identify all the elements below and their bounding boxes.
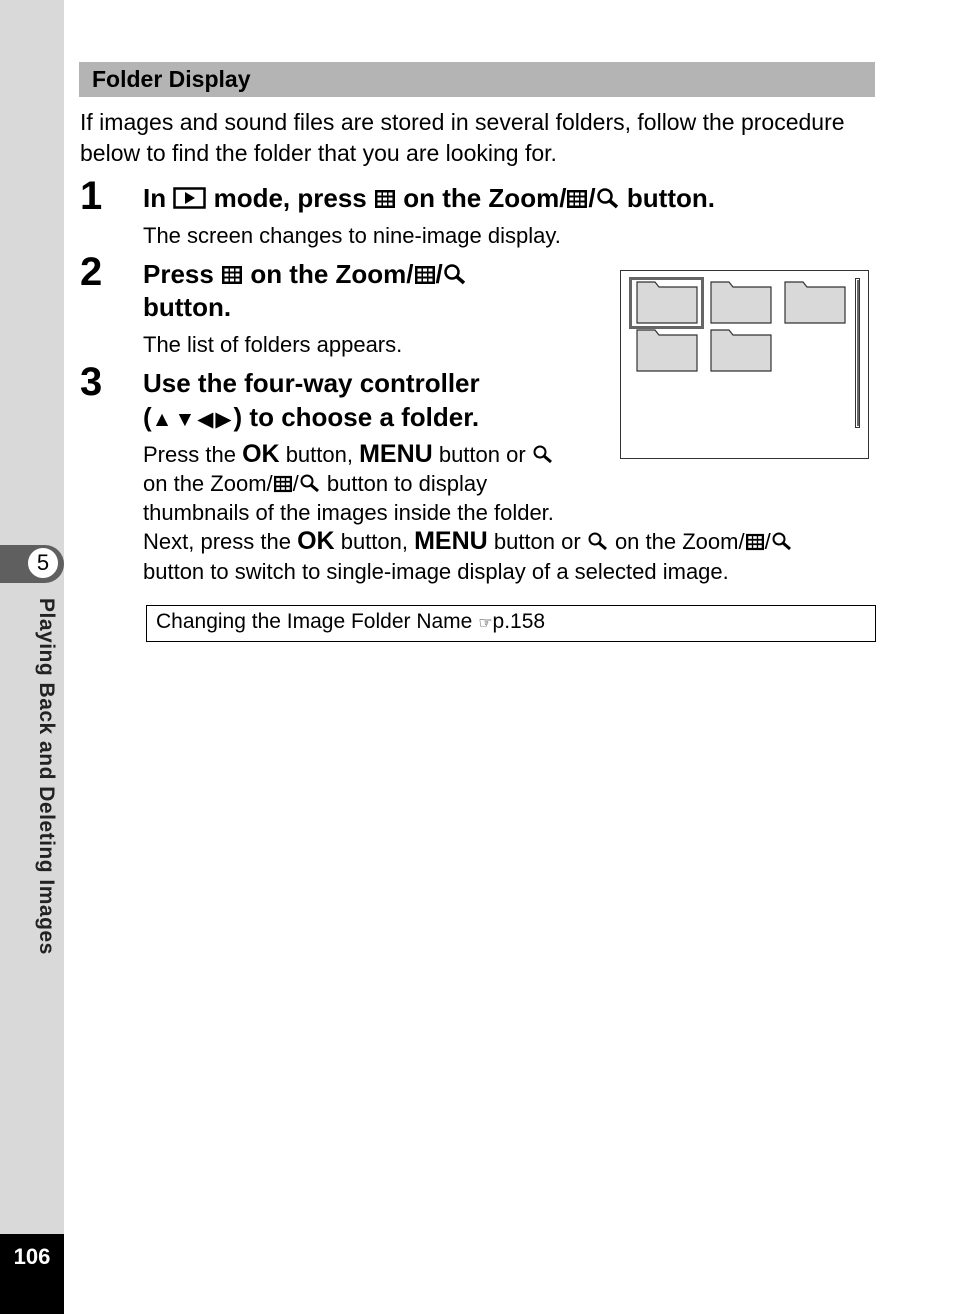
step-3-button-comma-2: button, xyxy=(340,529,408,554)
step-3-to-display: button to display xyxy=(326,471,488,496)
folder-2 xyxy=(711,282,771,323)
screen-scrollbar xyxy=(855,278,860,428)
step-2-press: Press xyxy=(143,259,214,289)
section-title: Folder Display xyxy=(92,66,251,92)
magnifier-icon xyxy=(532,442,554,471)
step-3-open-paren: ( xyxy=(143,402,152,432)
step-3-slash-2: / xyxy=(764,529,771,554)
magnifier-icon xyxy=(587,529,609,558)
step-2-number: 2 xyxy=(80,250,103,294)
step-3-on-zoom: on the Zoom/ xyxy=(143,471,273,496)
step-2-description: The list of folders appears. xyxy=(143,332,403,357)
step-1-mode-press: mode, press xyxy=(213,183,367,213)
magnifier-icon xyxy=(443,260,467,293)
step-1-number: 1 xyxy=(80,174,103,218)
nine-image-display-icon xyxy=(221,260,243,293)
step-3-heading-line2 xyxy=(143,401,479,436)
folder-3 xyxy=(785,282,845,323)
nine-image-display-icon xyxy=(414,260,436,293)
step-1-heading xyxy=(143,182,715,217)
reference-page-link[interactable]: p.158 xyxy=(492,610,546,633)
step-3-line-4 xyxy=(143,527,793,558)
menu-button-label: MENU xyxy=(359,440,433,468)
reference-title: Changing the Image Folder Name xyxy=(156,610,473,633)
step-3-on-zoom-2: on the Zoom/ xyxy=(614,529,745,554)
chapter-title: Playing Back and Deleting Images xyxy=(35,598,58,955)
step-1-button-word: button. xyxy=(626,183,715,213)
step-3-press-the: Press the xyxy=(143,442,236,467)
step-1-description: The screen changes to nine-image display. xyxy=(143,223,561,248)
ok-button-label: OK xyxy=(297,527,335,555)
magnifier-icon xyxy=(596,184,620,217)
step-1-slash: / xyxy=(588,183,596,213)
magnifier-icon xyxy=(771,529,793,558)
step-3-line-3: thumbnails of the images inside the folder. xyxy=(143,500,554,525)
playback-mode-icon xyxy=(173,184,206,217)
folder-thumbnails xyxy=(620,270,869,459)
step-3-line-1 xyxy=(143,440,554,471)
menu-button-label: MENU xyxy=(414,527,488,555)
nine-image-display-icon xyxy=(566,184,588,217)
folder-5 xyxy=(711,330,771,371)
magnifier-icon xyxy=(299,471,321,500)
pointing-hand-icon: ☞ xyxy=(478,615,493,632)
intro-paragraph: If images and sound files are stored in several folders, follow the procedure below to find the folder that you are looking for. xyxy=(80,109,845,166)
chapter-number: 5 xyxy=(26,546,60,580)
step-3-button-comma: button, xyxy=(285,442,353,467)
step-2-heading-line2: button. xyxy=(143,292,232,322)
nine-image-display-icon xyxy=(273,471,293,500)
ok-button-label: OK xyxy=(242,440,280,468)
nine-image-display-icon xyxy=(374,184,396,217)
step-3-button-or-2: button or xyxy=(493,529,581,554)
step-3-number: 3 xyxy=(80,360,103,404)
step-2-heading-line1 xyxy=(143,258,467,293)
step-2-slash: / xyxy=(435,259,443,289)
step-3-line-2 xyxy=(143,469,487,500)
nine-image-display-icon xyxy=(745,529,765,558)
folder-1 xyxy=(637,282,697,323)
step-3-next-press: Next, press the xyxy=(143,529,291,554)
page-number: 106 xyxy=(13,1244,51,1269)
step-3-heading-line1: Use the four-way controller xyxy=(143,368,480,398)
folder-4 xyxy=(637,330,697,371)
reference-text xyxy=(156,608,545,638)
step-2-on-zoom: on the Zoom/ xyxy=(250,259,414,289)
step-1-in: In xyxy=(143,183,167,213)
step-3-button-or: button or xyxy=(438,442,526,467)
step-3-slash: / xyxy=(292,471,299,496)
step-1-on-zoom: on the Zoom/ xyxy=(403,183,567,213)
four-way-arrows-icon: ▲▼◀▶ xyxy=(151,408,234,431)
step-3-line-5: button to switch to single-image display of a selected image. xyxy=(143,559,729,584)
step-3-heading-rest: ) to choose a folder. xyxy=(233,402,480,432)
